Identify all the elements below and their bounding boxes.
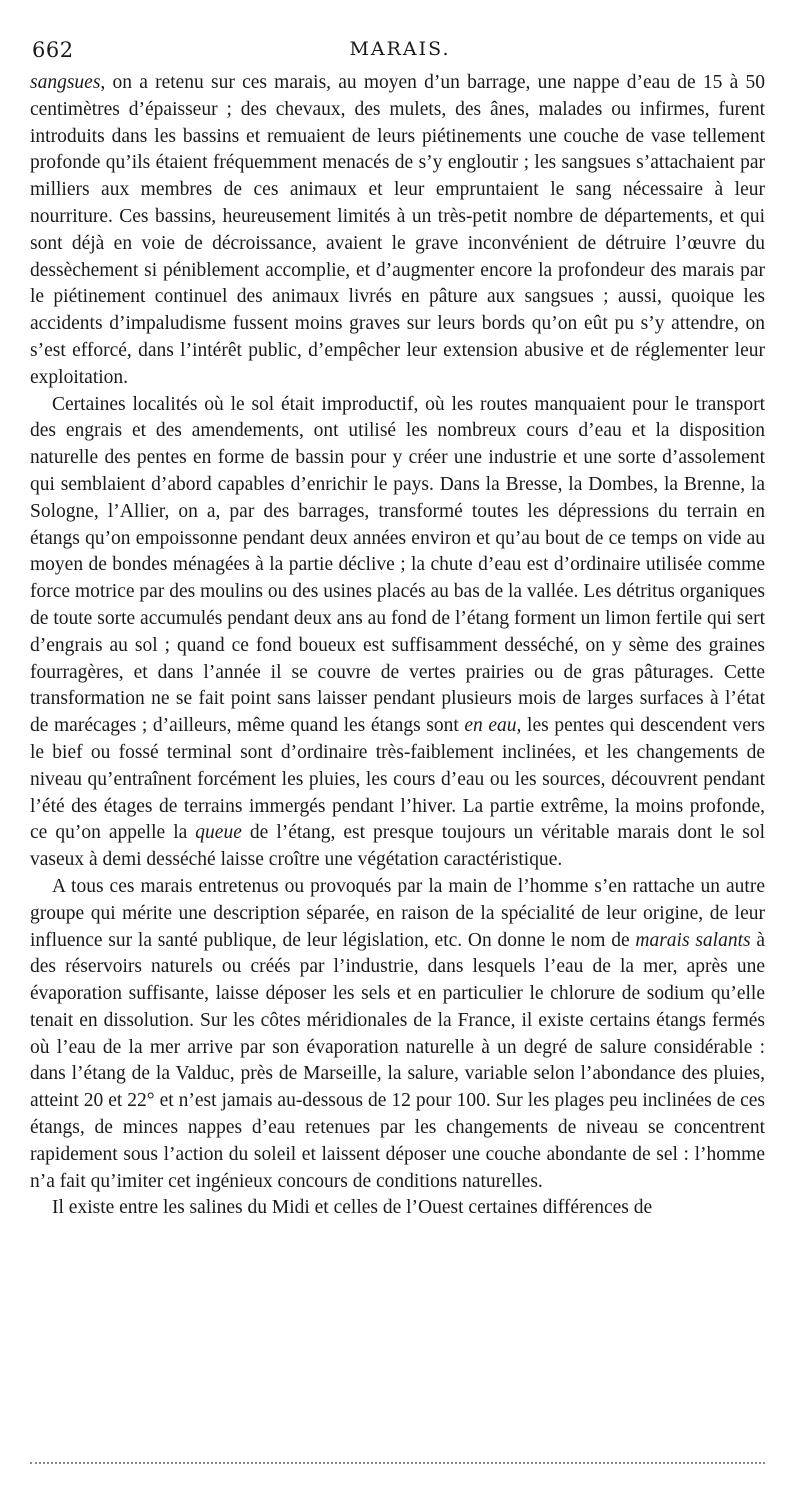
text-run: les pentes qui descendent vers le bief ou fossé terminal sont d’ordinaire très-faiblement inclinées, et les changements de niveau qu’entraînent forcément les pluies, les cours d’eau ou les sources, découvrent pendant l’été des étages de terrains immergés pendant l’hiver. La partie extrême, la moins profonde, ce qu’on appelle la (30, 715, 765, 844)
paragraph (30, 392, 765, 874)
paragraph (30, 874, 765, 1196)
text-run: de l’étang, est presque toujours un véritable marais dont le sol vaseux à demi desséché laisse croître une végétation caractéristique. (30, 822, 765, 871)
italic-text: sangsues (30, 72, 101, 93)
italic-text: en eau, (464, 715, 522, 737)
italic-text: queue (195, 822, 242, 844)
body-text (30, 70, 765, 1222)
footer-rule (30, 1462, 765, 1464)
running-title: MARAIS. (349, 38, 451, 60)
page-number: 662 (32, 38, 74, 62)
text-run: Il existe entre les salines du Midi et celles de l’Ouest certaines différences de (52, 1197, 653, 1219)
text-run: à des réservoirs naturels ou créés par l’industrie, dans lesquels l’eau de la mer, après une évaporation suffisante, laisse déposer les sels et en particulier le chlorure de sodium qu’elle tenait en dissolution. Sur les côtes méridionales de la France, il existe certains étangs fermés où l’eau de la mer arrive par son évaporation naturelle à un degré de salure considérable : dans l’étang de la Valduc, près de Marseille, la salure, variable selon l’abondance des pluies, atteint 20 et 22° et n’est jamais au-dessous de 12 pour 100. Sur les plages peu inclinées de ces étangs, de minces nappes d’eau retenues par les changements de niveau se concentrent rapidement sous l’action du soleil et laissent déposer une couche abondante de sel : l’homme n’a fait qu’imiter cet ingénieux concours de conditions naturelles. (30, 929, 765, 1192)
text-run: A tous ces marais entretenus ou provoqués par la main de l’homme s’en rattache un autre groupe qui mérite une description séparée, en raison de la spécialité de leur origine, de leur influence sur la santé publique, de leur législation, etc. On donne le nom de (30, 875, 765, 951)
text-run: Certaines localités où le sol était improductif, où les routes manquaient pour le transport des engrais et des amendements, ont utilisé les nombreux cours d’eau et la disposition naturelle des pentes en forme de bassin pour y créer une industrie et une sorte d’assolement qui semblaient d’abord capables d’enrichir le pays. Dans la Bresse, la Dombes, la Brenne, la Sologne, l’Allier, on a, par des barrages, transformé toutes les dépressions du terrain en étangs qu’on empoissonne pendant deux années environ et qu’au bout de ce temps on vide au moyen de bondes ménagées à la partie déclive ; la chute d’eau est d’ordinaire utilisée comme force motrice par des moulins ou des usines placés au bas de la vallée. Les détritus organiques de toute sorte accumulés pendant deux ans au fond de l’étang forment un limon fertile qui sert d’engrais au sol ; quand ce fond boueux est suffisamment desséché, on y sème des graines fourragères, et dans l’année il se couvre de vertes prairies ou de gras pâturages. Cette transformation ne se fait point sans laisser pendant plusieurs mois de larges surfaces à l’état de marécages ; d’ailleurs, même quand les étangs sont (30, 393, 765, 737)
page-header (32, 38, 768, 68)
paragraph (30, 70, 765, 392)
italic-text: marais salants (635, 929, 751, 951)
text-run: , on a retenu sur ces marais, au moyen d’un barrage, une nappe d’eau de 15 à 50 centimètres d’épaisseur ; des chevaux, des mulets, des ânes, malades ou infirmes, furent introduits dans les bassins et remuaient de leurs piétinements une couche de vase tellement profonde qu’ils étaient fréquemment menacés de s’y engloutir ; les sangsues s’attachaient par milliers aux membres de ces animaux et leur empruntaient le sang nécessaire à leur nourriture. Ces bassins, heureusement limités à un très-petit nombre de départements, et qui sont déjà en voie de décroissance, avaient le grave inconvénient de détruire l’œuvre du dessèchement si péniblement accomplie, et d’augmenter encore la profondeur des marais par le piétinement continuel des animaux livrés en pâture aux sangsues ; aussi, quoique les accidents d’impaludisme fussent moins graves sur leurs bords qu’on eût pu s’y attendre, on s’est efforcé, dans l’intérêt public, d’empêcher leur extension abusive et de réglementer leur exploitation. (30, 72, 765, 388)
paragraph (30, 1195, 765, 1222)
